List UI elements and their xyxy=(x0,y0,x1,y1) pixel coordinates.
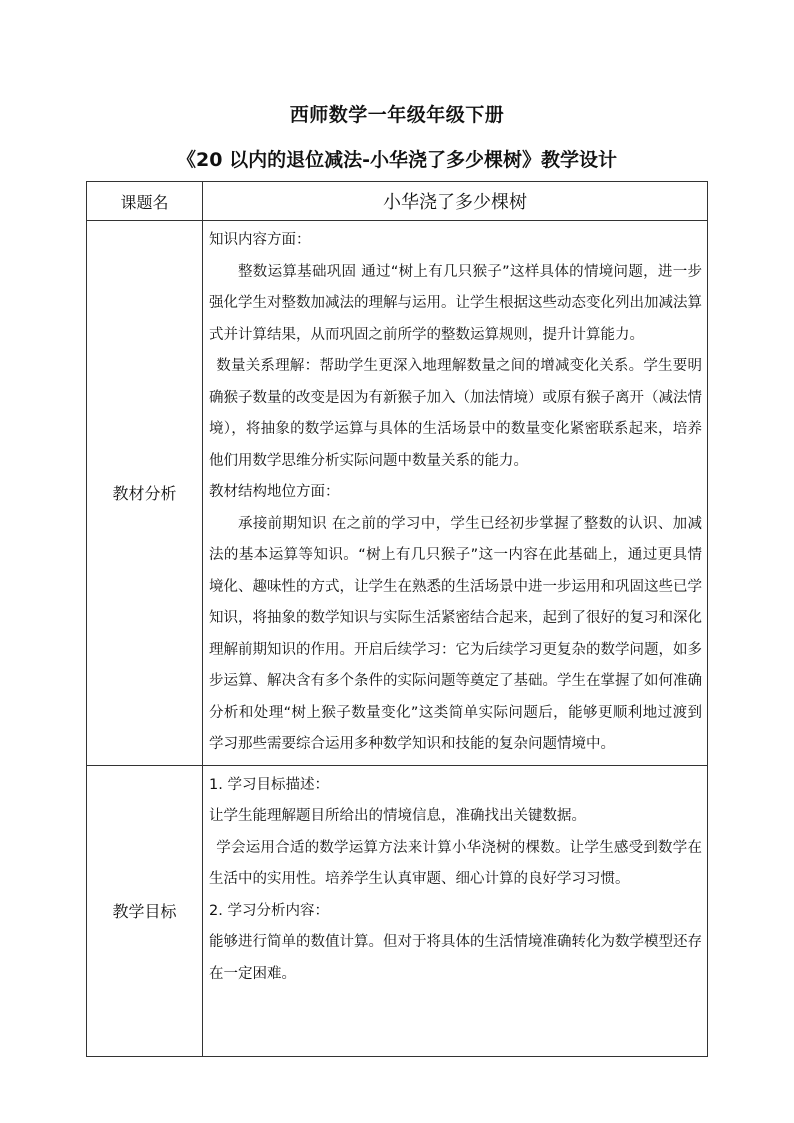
analysis-label: 教材分析 xyxy=(87,221,203,766)
goals-paragraph: 能够进行简单的数值计算。但对于将具体的生活情境准确转化为数学模型还存在一定困难。 xyxy=(209,934,702,982)
analysis-paragraph: 承接前期知识 在之前的学习中，学生已经初步掌握了整数的认识、加减法的基本运算等知识。“树上有几只猴子”这一内容在此基础上，通过更具情境化、趣味性的方式，让学生在熟悉的生活场景中进一步运用和巩固这些已学知识，将抽象的数学知识与实际生活紧密结合起来，起到了很好的复习和深化理解前期知识的作用。开启后续学习：它为后续学习更复杂的数学问题，如多步运算、解决含有多个条件的实际问题等奠定了基础。学生在掌握了如何准确分析和处理“树上猴子数量变化”这类简单实际问题后，能够更顺利地过渡到学习那些需要综合运用多种数学知识和技能的复杂问题情境中。 xyxy=(209,515,702,752)
lesson-design-table xyxy=(86,181,708,1057)
table-row-topic xyxy=(87,182,708,221)
document-subtitle: 《20 以内的退位减法-小华浇了多少棵树》教学设计 xyxy=(177,149,617,171)
topic-value: 小华浇了多少棵树 xyxy=(203,182,708,221)
document-title: 西师数学一年级年级下册 xyxy=(289,104,505,126)
analysis-paragraph: 整数运算基础巩固 通过“树上有几只猴子”这样具体的情境问题，进一步强化学生对整数加减法的理解与运用。让学生根据这些动态变化列出加减法算式并计算结果，从而巩固之前所学的整数运算规则，提升计算能力。 xyxy=(209,263,702,343)
goals-paragraph: 1. 学习目标描述： xyxy=(209,776,329,793)
table-row-analysis xyxy=(87,221,708,766)
analysis-content xyxy=(203,221,708,766)
goals-paragraph: 2. 学习分析内容： xyxy=(209,902,329,919)
topic-label: 课题名 xyxy=(87,182,203,221)
analysis-paragraph: 知识内容方面： xyxy=(209,232,311,248)
goals-paragraph: 学会运用合适的数学运算方法来计算小华浇树的棵数。让学生感受到数学在生活中的实用性。培养学生认真审题、细心计算的良好学习习惯。 xyxy=(209,839,702,887)
goals-label: 教学目标 xyxy=(87,765,203,1056)
analysis-paragraph: 教材结构地位方面： xyxy=(209,484,340,500)
analysis-paragraph: 数量关系理解：帮助学生更深入地理解数量之间的增减变化关系。学生要明确猴子数量的改变是因为有新猴子加入（加法情境）或原有猴子离开（减法情境），将抽象的数学运算与具体的生活场景中的数量变化紧密联系起来，培养他们用数学思维分析实际问题中数量关系的能力。 xyxy=(209,358,702,469)
table-row-goals xyxy=(87,765,708,1056)
goals-paragraph: 让学生能理解题目所给出的情境信息，准确找出关键数据。 xyxy=(209,808,586,824)
goals-content xyxy=(203,765,708,1056)
